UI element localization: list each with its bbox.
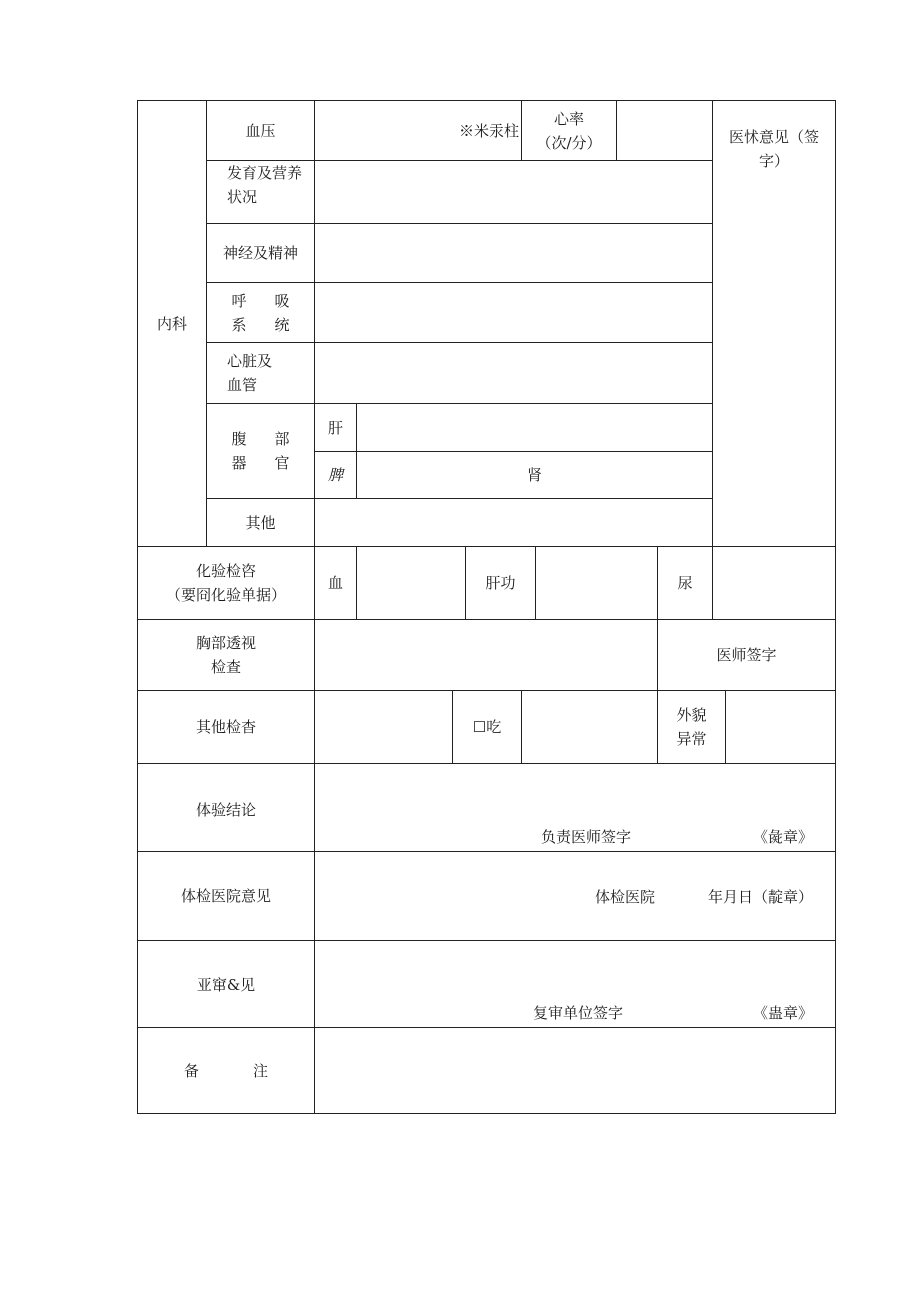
hospital-opinion-field[interactable]	[314, 851, 836, 941]
heart-field[interactable]	[314, 342, 713, 404]
stutter-label	[452, 690, 522, 764]
heart-rate-label	[521, 100, 617, 161]
conclusion-text: 体验结论	[195, 801, 256, 819]
blood-pressure-text: 血压	[245, 121, 276, 140]
abdomen-text-c: 器	[231, 454, 247, 472]
heart-rate-text: 心率	[553, 109, 584, 128]
growth-text-1: 发育及营养	[227, 164, 303, 182]
conclusion-sign-text: 负责医师签字	[541, 828, 632, 846]
heart-text-2: 血管	[227, 376, 258, 394]
neuro-field[interactable]	[314, 223, 713, 283]
stutter-text: ☐吃	[472, 718, 502, 736]
urine-test-text: 尿	[677, 574, 693, 592]
lab-text-2: （要冏化验单据）	[165, 586, 286, 604]
abdomen-text-b: 部	[274, 430, 290, 448]
blood-test-field[interactable]	[356, 546, 466, 620]
spleen-kidney-field[interactable]	[356, 451, 713, 499]
growth-label	[206, 160, 315, 224]
appearance-text-2: 异常	[676, 730, 707, 748]
heart-label	[206, 342, 315, 404]
hospital-date-text: 年月日（靛章）	[707, 888, 813, 906]
other-field[interactable]	[314, 498, 713, 547]
respiratory-text-b: 吸	[274, 291, 290, 310]
remarks-label	[137, 1027, 315, 1114]
growth-field[interactable]	[314, 160, 713, 224]
respiratory-text-d: 统	[274, 315, 290, 334]
abdomen-label	[206, 403, 315, 499]
other-exam-text: 其他检杳	[195, 718, 256, 736]
liver-field[interactable]	[356, 403, 713, 452]
doctor-opinion-label: 医怵意见（签字）	[728, 128, 819, 170]
spleen-label	[314, 451, 357, 499]
stutter-field[interactable]	[521, 690, 658, 764]
conclusion-label	[137, 763, 315, 852]
doctor-opinion-box[interactable]	[712, 100, 836, 547]
conclusion-seal-text: 《彘章》	[752, 828, 813, 846]
respiratory-field[interactable]	[314, 282, 713, 343]
growth-text-2: 状况	[227, 188, 258, 206]
liver-function-field[interactable]	[535, 546, 658, 620]
remarks-text-b: 注	[252, 1061, 268, 1080]
heart-text-1: 心脏及	[227, 352, 273, 370]
other-exam-label	[137, 690, 315, 764]
blood-pressure-label	[206, 100, 315, 161]
chest-doctor-sign[interactable]	[657, 619, 836, 691]
remarks-field[interactable]	[314, 1027, 836, 1114]
review-seal-text: 《蛊章》	[752, 1004, 813, 1022]
chest-xray-label	[137, 619, 315, 691]
kidney-text: 肾	[526, 466, 542, 484]
internal-section-text: 内科	[156, 314, 187, 333]
liver-text: 肝	[327, 418, 343, 437]
hospital-name-text: 体检医院	[595, 888, 656, 906]
blood-pressure-unit: ※米汞柱	[458, 121, 519, 140]
appearance-field[interactable]	[725, 690, 836, 764]
respiratory-label	[206, 282, 315, 343]
internal-section-label	[137, 100, 207, 547]
appearance-text-1: 外貌	[676, 706, 707, 724]
lab-text-1: 化验检咨	[195, 562, 256, 580]
other-label	[206, 498, 315, 547]
spleen-text: 脾	[327, 466, 343, 484]
chest-doctor-sign-text: 医师签字	[716, 646, 777, 664]
review-text: 亚窜&见	[196, 976, 256, 994]
urine-test-field[interactable]	[712, 546, 836, 620]
heart-rate-unit: （次/分）	[536, 133, 602, 152]
abdomen-text-a: 腹	[231, 430, 247, 448]
chest-xray-field[interactable]	[314, 619, 658, 691]
neuro-label	[206, 223, 315, 283]
review-field[interactable]	[314, 940, 836, 1028]
blood-pressure-field[interactable]	[314, 100, 522, 161]
urine-test-label	[657, 546, 713, 620]
liver-function-text: 肝功	[485, 574, 516, 592]
neuro-text: 神经及精神	[222, 244, 298, 262]
hospital-opinion-text: 体检医院意见	[180, 887, 271, 905]
appearance-label	[657, 690, 726, 764]
chest-xray-text-1: 胸部透视	[195, 634, 256, 652]
respiratory-text-c: 系	[231, 315, 247, 334]
lab-label	[137, 546, 315, 620]
respiratory-text-a: 呼	[231, 291, 247, 310]
liver-function-label	[465, 546, 536, 620]
other-exam-field[interactable]	[314, 690, 453, 764]
liver-label	[314, 403, 357, 452]
remarks-text-a: 备	[184, 1061, 200, 1080]
hospital-opinion-label	[137, 851, 315, 941]
review-sign-text: 复审单位签字	[533, 1004, 624, 1022]
blood-test-label	[314, 546, 357, 620]
conclusion-field[interactable]	[314, 763, 836, 852]
blood-test-text: 血	[327, 574, 343, 592]
review-label	[137, 940, 315, 1028]
other-text: 其他	[245, 513, 276, 532]
abdomen-text-d: 官	[274, 454, 290, 472]
chest-xray-text-2: 检查	[210, 658, 241, 676]
heart-rate-field[interactable]	[616, 100, 713, 161]
